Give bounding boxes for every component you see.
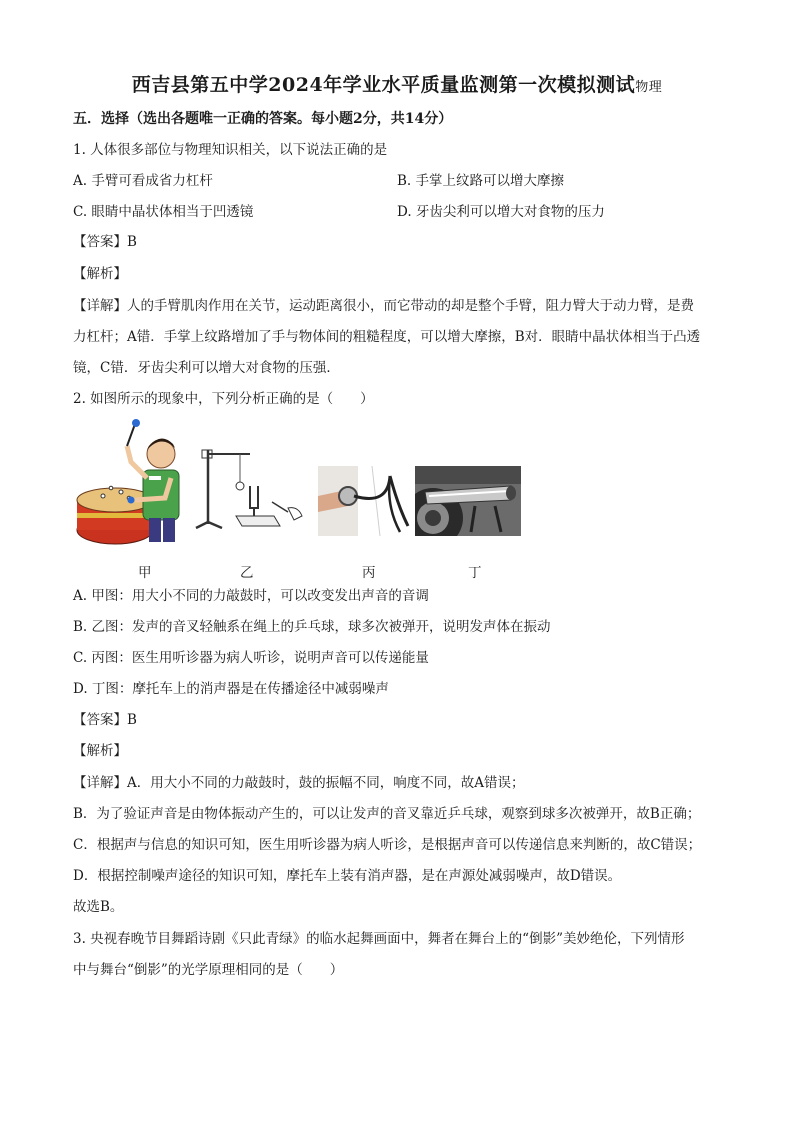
figure-drum-boy [75, 418, 185, 548]
q1-answer: 【答案】B [73, 234, 137, 250]
caption-yi: 乙 [240, 565, 254, 581]
q2-option-a: A. 甲图：用大小不同的力敲鼓时，可以改变发出声音的音调 [73, 588, 429, 604]
q2-analysis-label: 【解析】 [73, 743, 127, 759]
figure-motorcycle-muffler [415, 466, 521, 536]
q1-detail-line-1: 【详解】人的手臂肌肉作用在关节，运动距离很小，而它带动的却是整个手臂，阻力臂大于动力臂，是费 [73, 298, 694, 314]
q3-stem-line-1: 3. 央视春晚节目舞蹈诗剧《只此青绿》的临水起舞画面中，舞者在舞台上的“倒影”美妙绝伦，下列情形 [73, 931, 685, 947]
q1-option-a: A. 手臂可看成省力杠杆 [73, 173, 213, 189]
caption-bing: 丙 [362, 565, 376, 581]
figure-tuning-fork [192, 446, 307, 536]
q1-option-d: D. 牙齿尖利可以增大对食物的压力 [397, 204, 605, 220]
caption-ding: 丁 [468, 565, 482, 581]
q1-stem: 1. 人体很多部位与物理知识相关，以下说法正确的是 [73, 142, 388, 158]
q1-detail-line-2: 力杠杆；A错．手掌上纹路增加了手与物体间的粗糙程度，可以增大摩擦，B对．眼睛中晶状体相当于凸透 [73, 329, 701, 345]
q1-detail-line-3: 镜，C错．牙齿尖利可以增大对食物的压强． [73, 360, 340, 376]
q1-analysis-label: 【解析】 [73, 266, 127, 282]
figure-stethoscope [318, 466, 413, 536]
caption-jia: 甲 [138, 565, 152, 581]
section-heading: 五．选择（选出各题唯一正确的答案。每小题2分，共14分） [73, 111, 453, 127]
q1-option-b: B. 手掌上纹路可以增大摩擦 [397, 173, 565, 189]
q2-stem: 2. 如图所示的现象中，下列分析正确的是（ ） [73, 391, 374, 407]
title-subject: 物理 [635, 80, 663, 95]
q2-option-c: C. 丙图：医生用听诊器为病人听诊，说明声音可以传递能量 [73, 650, 429, 666]
q1-option-c: C. 眼睛中晶状体相当于凹透镜 [73, 204, 254, 220]
title-main: 西吉县第五中学2024年学业水平质量监测第一次模拟测试 [131, 74, 636, 96]
q2-detail-line-3: C．根据声与信息的知识可知，医生用听诊器为病人听诊，是根据声音可以传递信息来判断的，故C错误； [73, 837, 702, 853]
q2-detail-line-4: D．根据控制噪声途径的知识可知，摩托车上装有消声器，是在声源处减弱噪声，故D错误。 [73, 868, 622, 884]
q3-stem-line-2: 中与舞台“倒影”的光学原理相同的是（ ） [73, 962, 344, 978]
q2-option-d: D. 丁图：摩托车上的消声器是在传播途径中减弱噪声 [73, 681, 389, 697]
q2-conclusion: 故选B。 [73, 899, 124, 915]
q2-answer: 【答案】B [73, 712, 137, 728]
q2-detail-line-2: B．为了验证声音是由物体振动产生的，可以让发声的音叉靠近乒乓球，观察到球多次被弹开，故B正确； [73, 806, 701, 822]
page-title [0, 70, 794, 97]
q2-detail-line-1: 【详解】A．用大小不同的力敲鼓时，鼓的振幅不同，响度不同，故A错误； [73, 775, 525, 791]
q2-option-b: B. 乙图：发声的音叉轻触系在绳上的乒乓球，球多次被弹开，说明发声体在振动 [73, 619, 551, 635]
